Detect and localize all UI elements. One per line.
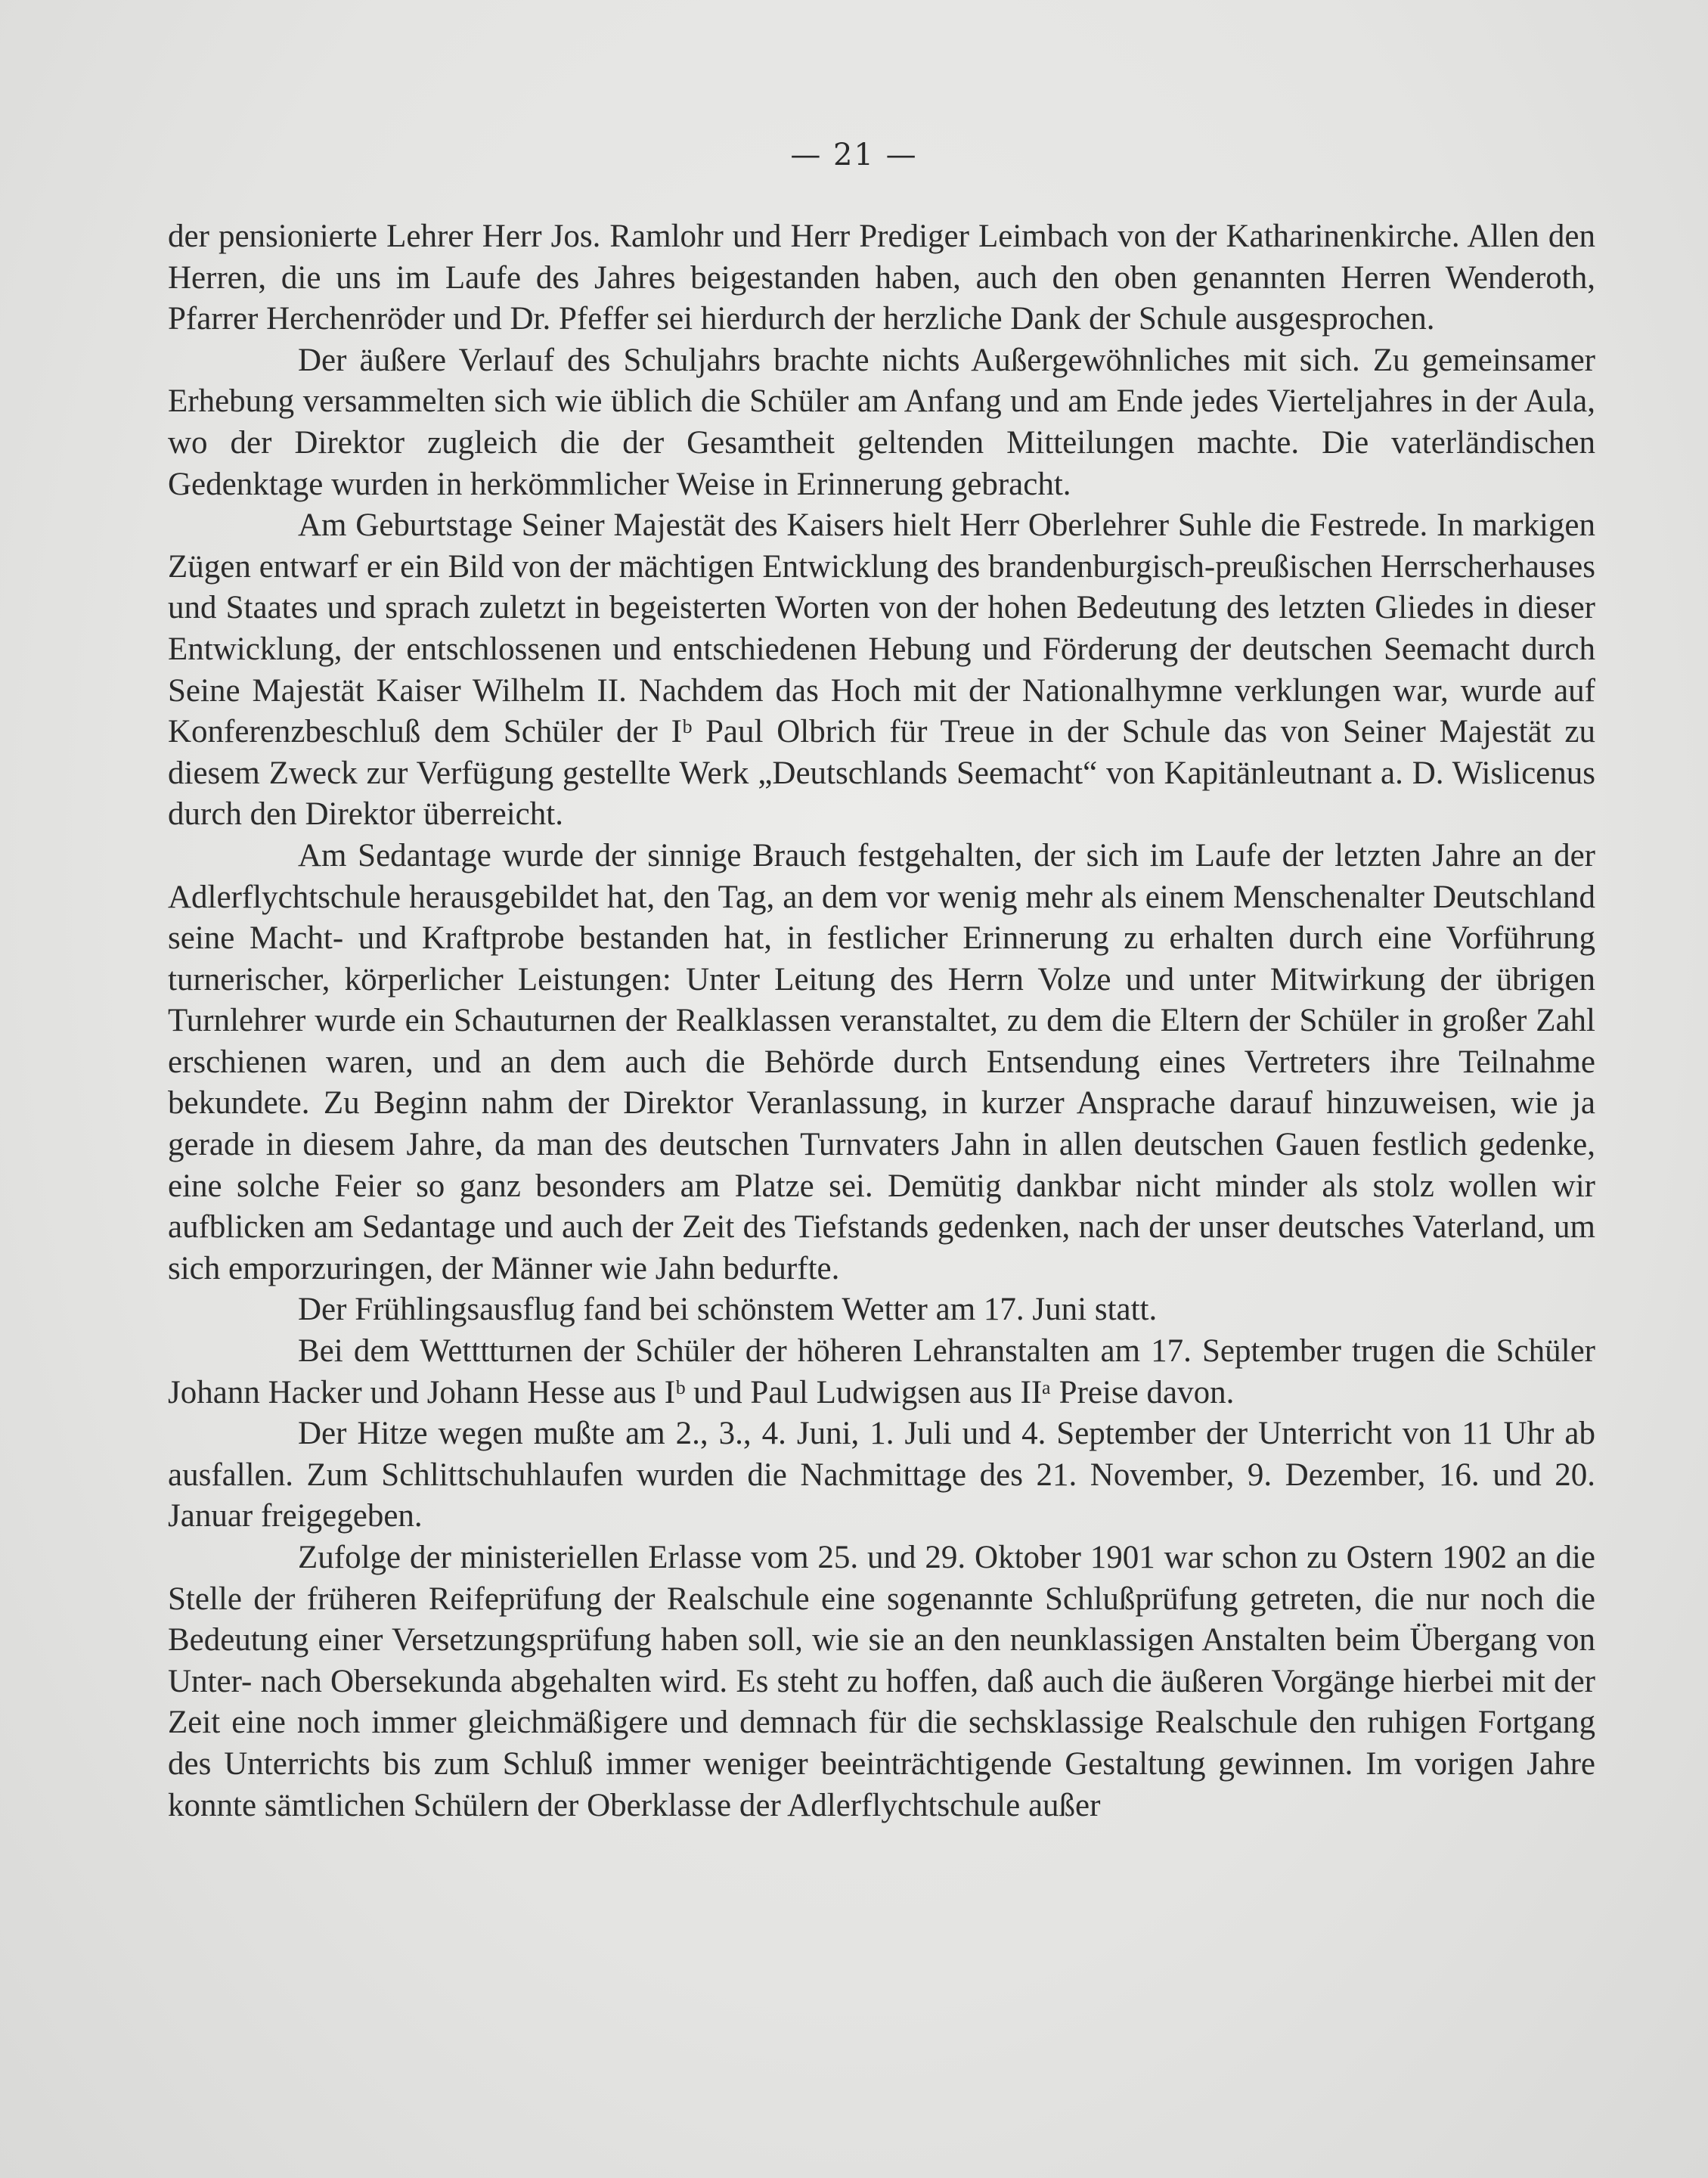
paragraph-3: Am Geburtstage Seiner Majestät des Kaisers hielt Herr Oberlehrer Suhle die Festrede. In markigen Zügen entwarf er ein Bild von der mächtigen Entwicklung des brandenburgisch-preußischen Herrscherhauses und Staates und sprach zuletzt in begeisterten Worten von der hohen Bedeutung des letzten Gliedes in dieser Entwicklung, der entschlossenen und entschiedenen Hebung und Förderung der deutschen Seemacht durch Seine Majestät Kaiser Wilhelm II. Nachdem das Hoch mit der Nationalhymne verklungen war, wurde auf Konferenzbeschluß dem Schüler der Iᵇ Paul Olbrich für Treue in der Schule das von Seiner Majestät zu diesem Zweck zur Verfügung gestellte Werk „Deutschlands Seemacht“ von Kapitänleutnant a. D. Wislicenus durch den Direktor überreicht.: [168, 507, 1595, 833]
paragraph-7: Der Hitze wegen mußte am 2., 3., 4. Juni, 1. Juli und 4. September der Unterricht von 11 Uhr ab ausfallen. Zum Schlittschuhlaufen wurden die Nachmittage des 21. November, 9. Dezember, 16. und 20. Januar freigegeben.: [168, 1416, 1595, 1534]
page-number: — 21 —: [790, 138, 918, 172]
body-text: [168, 216, 1595, 1826]
paragraph-2: Der äußere Verlauf des Schuljahrs brachte nichts Außergewöhnliches mit sich. Zu gemeinsamer Erhebung versammelten sich wie üblich die Schüler am Anfang und am Ende jedes Vierteljahres in der Aula, wo der Direktor zugleich die der Gesamtheit geltenden Mitteilungen machte. Die vaterländischen Gedenktage wurden in herkömmlicher Weise in Erinnerung gebracht.: [168, 342, 1595, 502]
paragraph-1: der pensionierte Lehrer Herr Jos. Ramlohr und Herr Prediger Leimbach von der Katharinenkirche. Allen den Herren, die uns im Laufe des Jahres beigestanden haben, auch den oben genannten Herren Wenderoth, Pfarrer Herchenröder und Dr. Pfeffer sei hierdurch der herzliche Dank der Schule ausgesprochen.: [168, 219, 1595, 337]
paragraph-4: Am Sedantage wurde der sinnige Brauch festgehalten, der sich im Laufe der letzten Jahre an der Adlerflychtschule herausgebildet hat, den Tag, an dem vor wenig mehr als einem Menschenalter Deutschland seine Macht- und Kraftprobe bestanden hat, in festlicher Erinnerung zu erhalten durch eine Vorführung turnerischer, körperlicher Leistungen: Unter Leitung des Herrn Volze und unter Mitwirkung der übrigen Turnlehrer wurde ein Schauturnen der Realklassen veranstaltet, zu dem die Eltern der Schüler in großer Zahl erschienen waren, und an dem auch die Behörde durch Entsendung eines Vertreters ihre Teilnahme bekundete. Zu Beginn nahm der Direktor Veranlassung, in kurzer Ansprache darauf hinzuweisen, wie ja gerade in diesem Jahre, da man des deutschen Turnvaters Jahn in allen deutschen Gauen festlich gedenke, eine solche Feier so ganz besonders am Platze sei. Demütig dankbar nicht minder als stolz wollen wir aufblicken am Sedantage und auch der Zeit des Tiefstands gedenken, nach der unser deutsches Vaterland, um sich emporzuringen, der Männer wie Jahn bedurfte.: [168, 837, 1595, 1286]
paragraph-6: Bei dem Wetttturnen der Schüler der höheren Lehranstalten am 17. September trugen die Schüler Johann Hacker und Johann Hesse aus Iᵇ und Paul Ludwigsen aus IIᵃ Preise davon.: [168, 1333, 1595, 1410]
paragraph-8: Zufolge der ministeriellen Erlasse vom 25. und 29. Oktober 1901 war schon zu Ostern 1902 an die Stelle der früheren Reifeprüfung der Realschule eine sogenannte Schlußprüfung getreten, die nur noch die Bedeutung einer Versetzungsprüfung haben soll, wie sie an den neunklassigen Anstalten beim Übergang von Unter- nach Obersekunda abgehalten wird. Es steht zu hoffen, daß auch die äußeren Vorgänge hierbei mit der Zeit eine noch immer gleichmäßigere und demnach für die sechsklassige Realschule den ruhigen Fortgang des Unterrichts bis zum Schluß immer weniger beeinträchtigende Gestaltung gewinnen. Im vorigen Jahre konnte sämtlichen Schülern der Oberklasse der Adlerflychtschule außer: [168, 1540, 1595, 1823]
paragraph-5: Der Frühlingsausflug fand bei schönstem Wetter am 17. Juni statt.: [298, 1292, 1158, 1328]
